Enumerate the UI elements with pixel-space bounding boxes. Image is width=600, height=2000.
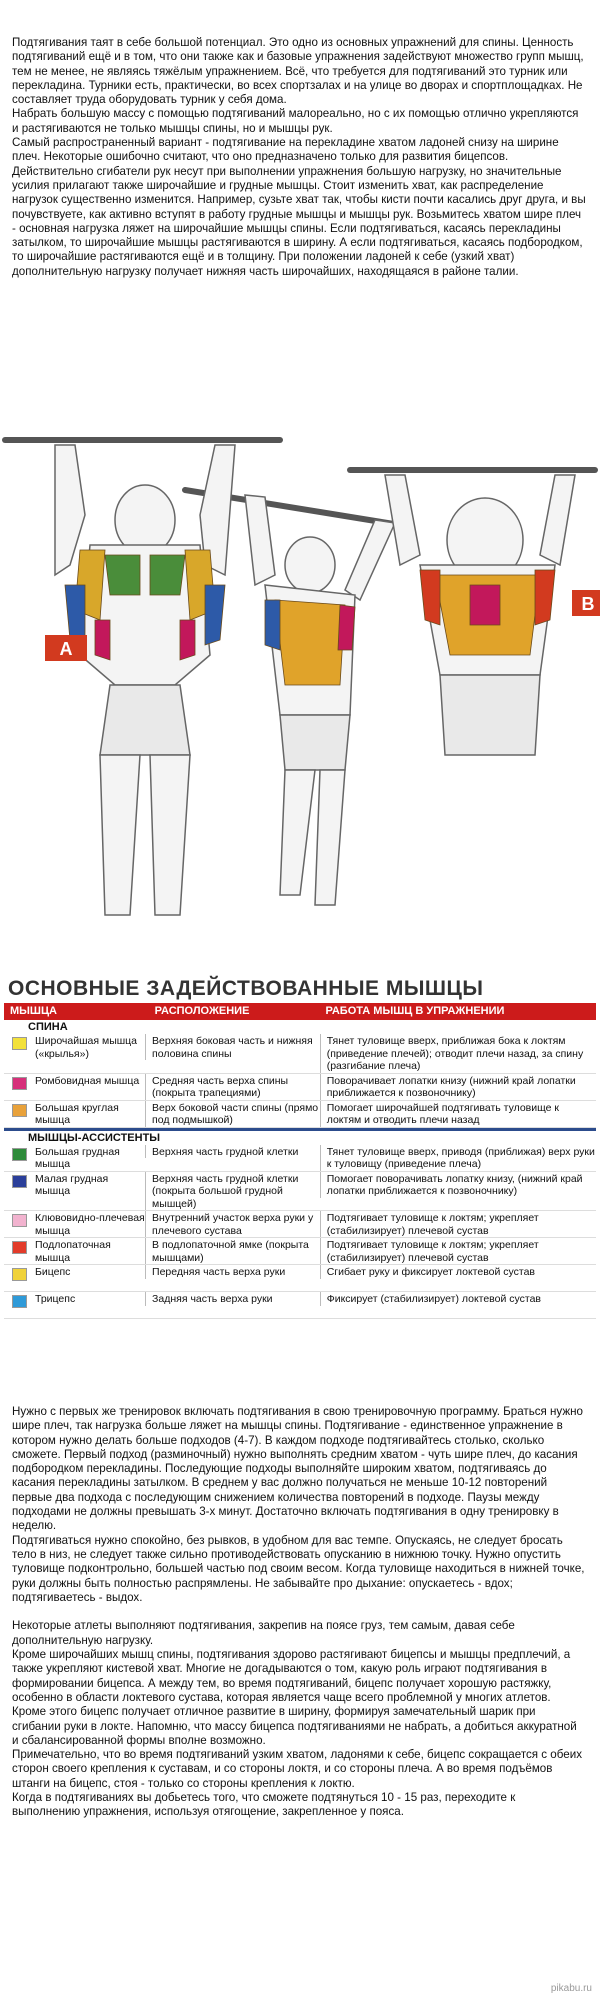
muscle-cell (4, 1211, 145, 1237)
table-row (4, 1211, 596, 1238)
header-muscle: МЫШЦА (10, 1005, 57, 1017)
color-swatch (12, 1104, 27, 1117)
work-cell: Поворачивает лопатки книзу (нижний край лопатки приближается к позвоночнику) (320, 1074, 596, 1100)
muscle-cell (4, 1292, 145, 1308)
table-header (4, 1003, 596, 1020)
muscle-cell (4, 1238, 145, 1264)
location-cell: Задняя часть верха руки (145, 1292, 320, 1306)
table-row (4, 1172, 596, 1212)
rows-assistants (4, 1145, 596, 1320)
muscle-cell (4, 1074, 145, 1090)
location-cell: Верхняя боковая часть и нижняя половина спины (145, 1034, 320, 1060)
location-cell: Верхняя часть грудной клетки (покрыта большой грудной мышцей) (145, 1172, 320, 1211)
muscle-cell (4, 1172, 145, 1198)
figure-middle-view (245, 495, 395, 905)
work-cell: Подтягивает туловище к локтям; укрепляет (стабилизирует) плечевой сустав (320, 1211, 596, 1237)
muscle-name: Клювовидно-плечевая мышца (35, 1212, 145, 1237)
table-title: ОСНОВНЫЕ ЗАДЕЙСТВОВАННЫЕ МЫШЦЫ (8, 977, 484, 1000)
muscle-name: Большая круглая мышца (35, 1101, 119, 1126)
table-row (4, 1034, 596, 1074)
work-cell: Тянет туловище вверх, приводя (приближая) верх руки к туловищу (приведение плеча) (320, 1145, 596, 1171)
muscle-name: Большая грудная мышца (35, 1145, 120, 1170)
color-swatch (12, 1175, 27, 1188)
table-row (4, 1101, 596, 1128)
location-cell: Верх боковой части спины (прямо под подмышкой) (145, 1101, 320, 1127)
figure-front-view (55, 445, 235, 915)
color-swatch (12, 1037, 27, 1050)
work-cell: Помогает широчайшей подтягивать туловище к локтям и отводить плечи назад (320, 1101, 596, 1127)
muscle-name: Широчайшая мышца («крылья») (35, 1035, 138, 1060)
label-a: A (59, 639, 73, 659)
location-cell: Внутренний участок верха руки у плечевого сустава (145, 1211, 320, 1237)
muscle-name: Подлопаточная мышца (35, 1239, 111, 1264)
watermark: pikabu.ru (550, 1983, 592, 1994)
muscle-name: Трицепс (35, 1293, 76, 1305)
muscle-cell (4, 1145, 145, 1171)
intro-text: Подтягивания таят в себе большой потенциал. Это одно из основных упражнений для спины. Ценность подтягиваний ещё и в том, что они также как и базовые упражнения задействуют множество групп мышц, тем не менее, не являясь тяжёлым упражнением. Всё, что требуется для подтягиваний это турник или перекладина. Турники есть, практически, во всех спортзалах и на улице во дворах и спортплощадках. Не составляет труда оборудовать турник у себя дома. Набрать большую массу с помощью подтягиваний малореально, но с их помощью отлично укрепляются и растягиваются не только мышцы спины, но и мышцы рук. Самый распространенный вариант - подтягивание на перекладине хватом ладоней снизу на ширине плеч. Некоторые ошибочно считают, что оно предназначено только для развития бицепсов. Действительно сгибатели рук несут при выполнении упражнения большую нагрузку, но значительные усилия прилагают также широчайшие и грудные мышцы. Стоит изменить хват, как распределение нагрузок существенно изменится. Например, сузьте хват так, чтобы кисти почти касались друг друга, и вы почувствуете, как активно вступят в работу грудные мышцы и мышцы рук. Возьмитесь хватом шире плеч - основная нагрузка ляжет на широчайшие мышцы спины. Если подтягиваться, касаясь перекладины затылком, то широчайшие мышцы растягиваются в ширину. А если подтягиваться, касаясь подбородком, то широчайшие растягиваются ещё и в толщину. При положении ладоней к себе (узкий хват) дополнительную нагрузку получает нижняя часть широчайших, находящаяся в районе талии. (12, 36, 586, 278)
color-swatch (12, 1148, 27, 1161)
work-cell: Фиксирует (стабилизирует) локтевой сустав (320, 1292, 596, 1306)
location-cell: Средняя часть верха спины (покрыта трапециями) (145, 1074, 320, 1100)
table-row (4, 1292, 596, 1319)
muscle-cell (4, 1265, 145, 1281)
muscle-cell (4, 1101, 145, 1127)
work-cell: Сгибает руку и фиксирует локтевой сустав (320, 1265, 596, 1279)
pullup-illustration (0, 425, 600, 930)
color-swatch (12, 1268, 27, 1281)
header-work: РАБОТА МЫШЦ В УПРАЖНЕНИИ (325, 1005, 505, 1017)
color-swatch (12, 1295, 27, 1308)
table-row (4, 1265, 596, 1292)
color-swatch (12, 1214, 27, 1227)
muscle-name: Ромбовидная мышца (35, 1074, 140, 1087)
location-cell: Верхняя часть грудной клетки (145, 1145, 320, 1159)
work-cell: Тянет туловище вверх, приближая бока к локтям (приведение плечей); отводит плечи назад, за спину (разгибание плеча) (320, 1034, 596, 1073)
table-row (4, 1074, 596, 1101)
table-row (4, 1145, 596, 1172)
muscle-name: Малая грудная мышца (35, 1172, 109, 1197)
outro-text: Нужно с первых же тренировок включать подтягивания в свою тренировочную программу. Браться нужно шире плеч, так нагрузка больше ляжет на мышцы спины. Подтягивание - единственное упражнение в котором нужно делать больше подходов (4-7). В каждом подходе подтягивайтесь столько, сколько сможете. Первый подход (разминочный) нужно выполнять средним хватом - чуть шире плеч, до касания подбородком перекладины. Последующие подходы выполняйте широким хватом, подтягиваясь до касания перекладины затылком. В среднем у вас должно получаться не меньше 10-12 повторений первые два подхода с последующим снижением количества повторений в подходе. Паузы между подходами не должны превышать 3-х минут. Достаточно включать подтягивания в одну тренировку в неделю. Подтягиваться нужно спокойно, без рывков, в удобном для вас темпе. Опускаясь, не следует бросать тело в низ, не следует также сильно противодействовать опусканию в нижнюю точку. Нужно опустить туловище подконтрольно, большей частью под своим весом. Когда туловище находиться в нижней точке, руки должны быть полностью распрямлены. Не забывайте про дыхание: опускаетесь - вдох; подтягиваетесь - выдох. Некоторые атлеты выполняют подтягивания, закрепив на поясе груз, тем самым, давая себе дополнительную нагрузку. Кроме широчайших мышц спины, подтягивания здорово растягивают бицепсы и мышцы предплечий, а также укрепляют кистевой хват. Многие не догадываются о том, какую роль играют подтягивания в формировании бицепса. А между тем, во время подтягиваний, бицепс получает хорошую растяжку, особенно в области локтевого сустава, которая является чаще всего проблемной у многих атлетов. Кроме этого бицепс получает отличное развитие в ширину, формируя замечательный шарик при сгибании руки в локте. Напомню, что массу бицепса подтягиваниями не набрать, а добиться аккуратной и сбалансированной формы вполне возможно. Примечательно, что во время подтягиваний узким хватом, ладонями к себе, бицепс сокращается с обеих сторон своего крепления к суставам, и со стороны локтя, и со стороны плеча. А во время подъёмов штанги на бицепс, стоя - только со стороны крепления к локтю. Когда в подтягиваниях вы добьетесь того, что сможете подтянуться 10 - 15 раз, переходите к выполнению упражнения, используя отягощение, закрепленное у пояса. (12, 1405, 585, 1819)
header-location: РАСПОЛОЖЕНИЕ (154, 1005, 250, 1017)
color-swatch (12, 1077, 27, 1090)
table-row (4, 1238, 596, 1265)
muscle-name: Бицепс (35, 1266, 71, 1278)
work-cell: Подтягивает туловище к локтям; укрепляет (стабилизирует) плечевой сустав (320, 1238, 596, 1264)
location-cell: В подлопаточной ямке (покрыта мышцами) (145, 1238, 320, 1264)
location-cell: Передняя часть верха руки (145, 1265, 320, 1279)
label-b: B (581, 594, 595, 614)
pullup-figures-svg (0, 425, 600, 930)
work-cell: Помогает поворачивать лопатку книзу, (нижний край лопатки приближается к позвоночнику) (320, 1172, 596, 1198)
section-back: СПИНА (28, 1021, 68, 1033)
muscles-table (4, 975, 596, 1350)
color-swatch (12, 1241, 27, 1254)
section-assistants: МЫШЦЫ-АССИСТЕНТЫ (28, 1131, 161, 1144)
rows-back (4, 1034, 596, 1128)
muscle-cell (4, 1034, 145, 1060)
